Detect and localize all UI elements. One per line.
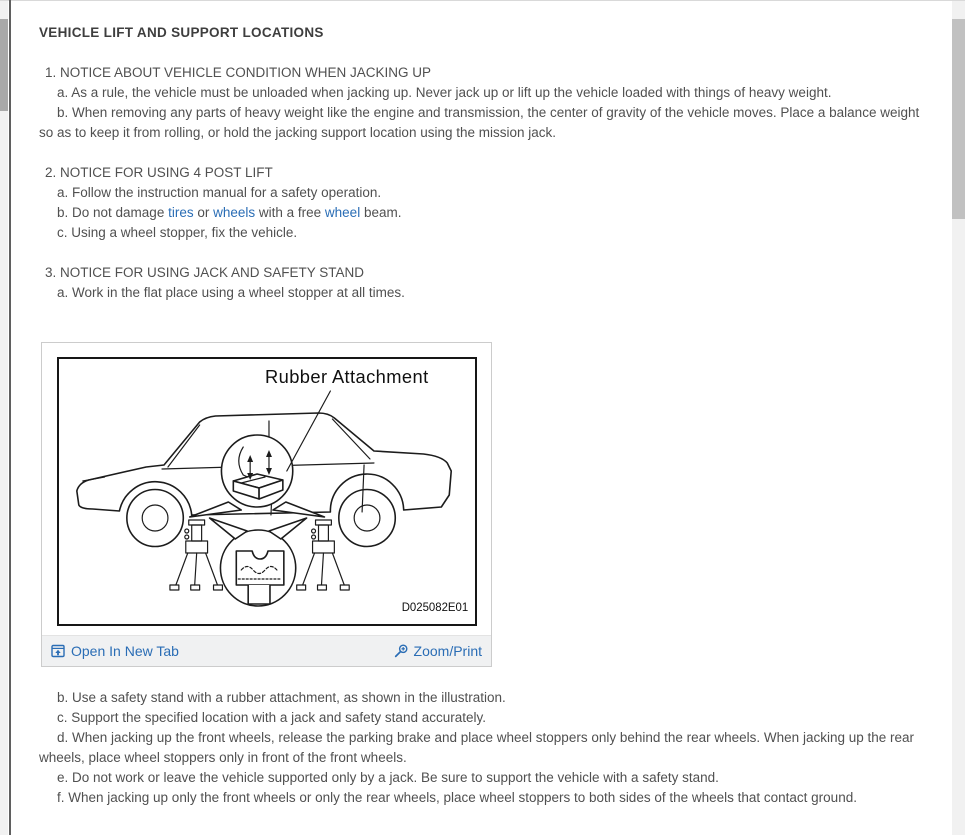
- vehicle-lift-drawing: [59, 359, 475, 624]
- zoom-print-button[interactable]: [394, 641, 482, 661]
- figure-toolbar: [42, 635, 491, 666]
- section-3-item-d: d. When jacking up the front wheels, release the parking brake and place wheel stoppers only behind the rear wheels. When jacking up the rear wheels, place wheel stoppers only in front of the front wheels.: [39, 730, 915, 765]
- section-3-item-c: c. Support the specified location with a jack and safety stand accurately.: [57, 710, 486, 725]
- jack-stand-left: [170, 520, 222, 590]
- section-2-item-a: a. Follow the instruction manual for a safety operation.: [57, 185, 382, 200]
- text-segment: b. Do not damage: [57, 205, 169, 220]
- right-scrollbar-track[interactable]: [952, 1, 965, 835]
- left-scrollbar-thumb[interactable]: [0, 19, 8, 111]
- tires-link[interactable]: tires: [168, 205, 194, 220]
- section-3-item-f: f. When jacking up only the front wheels or only the rear wheels, place wheel stoppers to both sides of the wheels that contact ground.: [57, 790, 857, 805]
- text-segment: or: [193, 205, 214, 220]
- right-scrollbar-thumb[interactable]: [952, 19, 965, 219]
- figure-annotation: Rubber Attachment: [265, 365, 429, 388]
- figure-code: D025082E01: [401, 601, 469, 615]
- section-1-heading: 1. NOTICE ABOUT VEHICLE CONDITION WHEN JACKING UP: [45, 65, 432, 80]
- text-segment: with a free: [255, 205, 325, 220]
- open-in-new-tab-icon: [51, 644, 65, 658]
- section-3-item-b: b. Use a safety stand with a rubber attachment, as shown in the illustration.: [57, 690, 506, 705]
- section-2-item-c: c. Using a wheel stopper, fix the vehicle.: [57, 225, 298, 240]
- rubber-attachment-callout: [190, 435, 325, 517]
- wheel-link[interactable]: wheel: [324, 205, 361, 220]
- support-pad-callout: [210, 518, 307, 606]
- section-1-item-a: a. As a rule, the vehicle must be unloaded when jacking up. Never jack up or lift up the vehicle loaded with things of heavy weight.: [57, 85, 832, 100]
- section-2-item-b: [39, 203, 928, 223]
- text-segment: beam.: [360, 205, 402, 220]
- page-title: VEHICLE LIFT AND SUPPORT LOCATIONS: [39, 25, 324, 40]
- section-3-item-a: a. Work in the flat place using a wheel stopper at all times.: [57, 285, 405, 300]
- section-2-heading: 2. NOTICE FOR USING 4 POST LIFT: [45, 165, 273, 180]
- left-scrollbar-track[interactable]: [0, 1, 8, 835]
- document-pane: [11, 1, 952, 808]
- figure-panel: [41, 342, 492, 667]
- open-in-new-tab-button[interactable]: [51, 641, 179, 661]
- vehicle-illustration: [57, 357, 477, 626]
- wheels-link[interactable]: wheels: [213, 205, 256, 220]
- section-1-item-b: b. When removing any parts of heavy weight like the engine and transmission, the center of gravity of the vehicle moves. Place a balance weight so as to keep it from rolling, or hold the jacking support location using the mission jack.: [39, 105, 920, 140]
- section-3-heading: 3. NOTICE FOR USING JACK AND SAFETY STAND: [45, 265, 365, 280]
- section-3-item-e: e. Do not work or leave the vehicle supported only by a jack. Be sure to support the vehicle with a safety stand.: [57, 770, 719, 785]
- leader-line: [287, 391, 331, 471]
- zoom-print-label: Zoom/Print: [413, 643, 482, 659]
- zoom-in-icon: [394, 644, 408, 658]
- open-in-new-tab-label: Open In New Tab: [71, 643, 179, 659]
